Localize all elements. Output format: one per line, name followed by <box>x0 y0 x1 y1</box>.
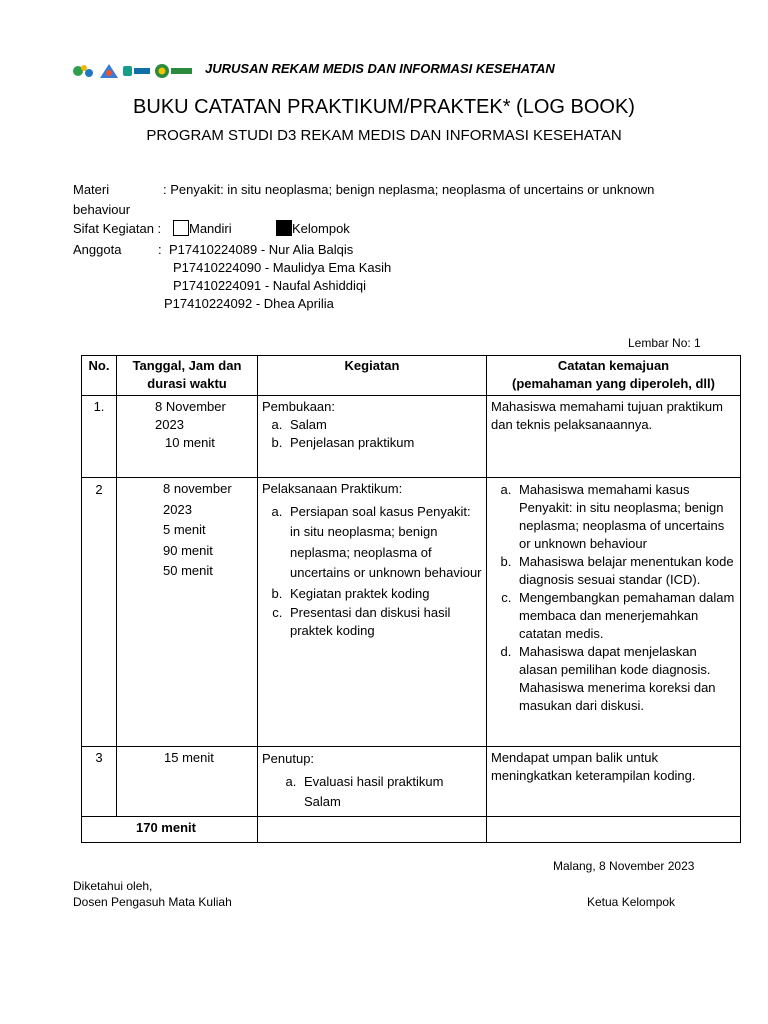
sifat-option-kelompok[interactable] <box>276 220 350 238</box>
row-catatan: Mendapat umpan balik untuk meningkatkan keterampilan koding. <box>487 747 741 817</box>
sifat-option-mandiri[interactable] <box>173 220 232 238</box>
table-row <box>82 747 741 817</box>
page-subtitle: PROGRAM STUDI D3 REKAM MEDIS DAN INFORMASI KESEHATAN <box>146 127 622 144</box>
log-table <box>81 355 741 843</box>
catatan-item: d. Mahasiswa dapat menjelaskan alasan pemilihan kode diagnosis. Mahasiswa menerima koreksi dan masukan dari diskusi. <box>515 643 736 715</box>
kegiatan-title: Penutup: <box>262 751 315 766</box>
kegiatan-item: a. Persiapan soal kasus Penyakit: in situ neoplasma; benign neplasma; neoplasma of uncertains or unknown behaviour <box>286 502 482 584</box>
lembar-number: Lembar No: 1 <box>628 336 701 350</box>
member-4: P17410224092 - Dhea Aprilia <box>164 296 334 311</box>
materi-value-cont: behaviour <box>73 202 131 217</box>
anggota-colon: : <box>158 242 162 257</box>
row-date: 8 november 2023 <box>163 481 232 517</box>
table-total-row <box>82 817 741 843</box>
header-tanggal: Tanggal, Jam dan durasi waktu <box>117 356 258 396</box>
catatan-item: b. Mahasiswa belajar menentukan kode diagnosis sesuai standar (ICD). <box>515 553 736 589</box>
row-date: 8 November 2023 <box>155 399 226 432</box>
materi-label: Materi <box>73 182 110 197</box>
header-logos <box>72 61 194 81</box>
total-duration: 170 menit <box>82 817 258 843</box>
row-kegiatan <box>258 478 487 747</box>
kelompok-label: Kelompok <box>292 221 350 236</box>
page-title: BUKU CATATAN PRAKTIKUM/PRAKTEK* (LOG BOOK) <box>133 96 635 118</box>
catatan-item: a. Mahasiswa memahami kasus Penyakit: in situ neoplasma; benign neplasma; neoplasma of uncertains or unknown behaviour <box>515 481 736 553</box>
poltekkes-logo-icon <box>154 62 194 80</box>
row-catatan: Mahasiswa memahami tujuan praktikum dan teknis pelaksanaannya. <box>487 396 741 478</box>
catatan-list <box>491 481 736 715</box>
anggota-label: Anggota <box>73 242 122 257</box>
materi-value: : Penyakit: in situ neoplasma; benign neplasma; neoplasma of uncertains or unknown <box>163 182 655 197</box>
row-no: 1. <box>82 396 117 478</box>
institution-name: JURUSAN REKAM MEDIS DAN INFORMASI KESEHATAN <box>205 61 555 76</box>
total-empty-cell <box>258 817 487 843</box>
place-date: Malang, 8 November 2023 <box>553 859 695 873</box>
kegiatan-item: a. Salam <box>286 416 482 434</box>
header-kegiatan: Kegiatan <box>258 356 487 396</box>
kegiatan-title: Pembukaan: <box>262 399 335 414</box>
kampus-logo-icon <box>98 62 120 80</box>
diketahui-label: Diketahui oleh, <box>73 879 153 893</box>
kelompok-checkbox-checked-icon[interactable] <box>276 220 292 236</box>
kegiatan-item: b. Kegiatan praktek koding <box>286 584 482 605</box>
row-no: 2 <box>82 478 117 747</box>
header-catatan <box>487 356 741 396</box>
table-header-row <box>82 356 741 396</box>
dosen-label: Dosen Pengasuh Mata Kuliah <box>73 895 232 909</box>
kegiatan-title: Pelaksanaan Praktikum: <box>262 481 403 496</box>
member-3: P17410224091 - Naufal Ashiddiqi <box>173 278 366 293</box>
row-no: 3 <box>82 747 117 817</box>
row-duration: 15 menit <box>117 747 258 817</box>
row-date-cell <box>117 478 258 747</box>
kegiatan-list <box>262 772 482 793</box>
row-catatan <box>487 478 741 747</box>
ketua-label: Ketua Kelompok <box>587 895 676 909</box>
row-duration: 10 menit <box>165 435 215 450</box>
row-duration: 90 menit <box>163 542 213 558</box>
blu-logo-icon <box>122 62 152 80</box>
kegiatan-item-cont: Salam <box>304 794 341 809</box>
row-date-cell <box>117 396 258 478</box>
row-kegiatan <box>258 396 487 478</box>
kegiatan-item: b. Penjelasan praktikum <box>286 434 482 452</box>
kegiatan-item: c. Presentasi dan diskusi hasil praktek koding <box>286 604 482 640</box>
mandiri-label: Mandiri <box>189 221 232 236</box>
kegiatan-item: a. Evaluasi hasil praktikum <box>300 772 482 793</box>
total-empty-cell <box>487 817 741 843</box>
header-catatan-line1: Catatan kemajuan <box>557 358 670 373</box>
catatan-item: c. Mengembangkan pemahaman dalam membaca dan menerjemahkan catatan medis. <box>515 589 736 643</box>
header-no: No. <box>82 356 117 396</box>
table-row <box>82 478 741 747</box>
member-1: P17410224089 - Nur Alia Balqis <box>169 242 354 257</box>
row-duration: 50 menit <box>163 563 213 578</box>
mandiri-checkbox-icon[interactable] <box>173 220 189 236</box>
kemenkes-logo-icon <box>72 62 96 80</box>
sifat-label: Sifat Kegiatan : <box>73 221 162 236</box>
header-catatan-line2: (pemahaman yang diperoleh, dll) <box>512 376 715 391</box>
row-kegiatan <box>258 747 487 817</box>
member-2: P17410224090 - Maulidya Ema Kasih <box>173 260 392 275</box>
row-duration: 5 menit <box>163 522 206 537</box>
table-row <box>82 396 741 478</box>
kegiatan-list <box>262 502 482 641</box>
kegiatan-list <box>262 416 482 452</box>
